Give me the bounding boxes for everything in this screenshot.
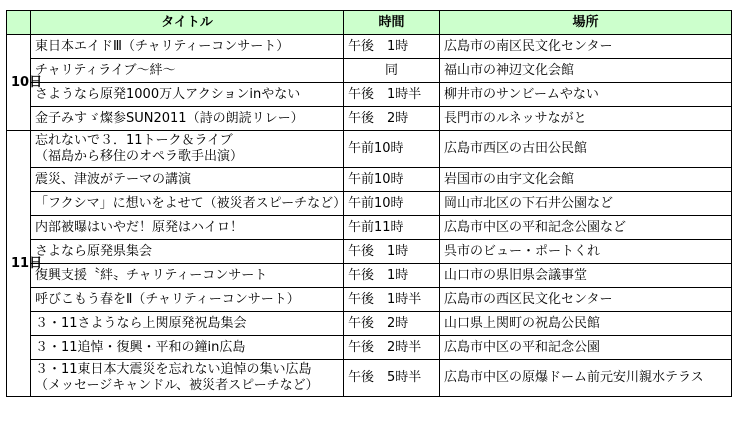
- table-row: [7, 360, 732, 397]
- event-time: 午後 2時: [344, 107, 440, 131]
- table-row: [7, 336, 732, 360]
- event-place: 広島市中区の平和記念公園など: [440, 216, 732, 240]
- event-time: 午後 5時半: [344, 360, 440, 397]
- event-title-line2: （福島から移住のオペラ歌手出演）: [35, 149, 244, 164]
- event-title: ３・11追悼・復興・平和の鐘in広島: [31, 336, 344, 360]
- event-time: 午後 1時: [344, 35, 440, 59]
- event-title: 金子みすゞ燦参SUN2011（詩の朗読リレー）: [31, 107, 344, 131]
- event-title: [31, 360, 344, 397]
- event-time: 午前10時: [344, 168, 440, 192]
- event-title-line2: （メッセージキャンドル、被災者スピーチなど）: [35, 378, 319, 393]
- header-time: 時間: [344, 11, 440, 35]
- header-title: タイトル: [31, 11, 344, 35]
- event-time: 午後 1時: [344, 264, 440, 288]
- event-place: 広島市の西区民文化センター: [440, 288, 732, 312]
- table-row: [7, 240, 732, 264]
- day-label-10: 10日: [7, 35, 31, 131]
- event-title: 内部被曝はいやだ！原発はハイロ！: [31, 216, 344, 240]
- event-time: 午後 1時半: [344, 288, 440, 312]
- event-time: 午後 1時: [344, 240, 440, 264]
- event-time: 同: [344, 59, 440, 83]
- event-place: 広島市の南区民文化センター: [440, 35, 732, 59]
- event-title: さよなら原発県集会: [31, 240, 344, 264]
- event-title: ３・11さようなら上関原発祝島集会: [31, 312, 344, 336]
- event-place: 山口市の県旧県会議事堂: [440, 264, 732, 288]
- event-time: 午前10時: [344, 131, 440, 168]
- header-row: [7, 11, 732, 35]
- header-corner: [7, 11, 31, 35]
- table-row: [7, 59, 732, 83]
- event-title: 「フクシマ」に想いをよせて（被災者スピーチなど）: [31, 192, 344, 216]
- event-title: 震災、津波がテーマの講演: [31, 168, 344, 192]
- table-row: [7, 216, 732, 240]
- table-row: [7, 83, 732, 107]
- day-label-11: 11日: [7, 131, 31, 397]
- event-place: 広島市西区の古田公民館: [440, 131, 732, 168]
- event-title: チャリティライブ～絆～: [31, 59, 344, 83]
- event-time: 午前11時: [344, 216, 440, 240]
- event-place: 長門市のルネッサながと: [440, 107, 732, 131]
- table-row: [7, 168, 732, 192]
- event-title: 東日本エイドⅢ（チャリティーコンサート）: [31, 35, 344, 59]
- table-row: [7, 288, 732, 312]
- table-row: [7, 131, 732, 168]
- event-title: 復興支援〝絆〟チャリティーコンサート: [31, 264, 344, 288]
- table-row: [7, 35, 732, 59]
- event-time: 午後 1時半: [344, 83, 440, 107]
- event-place: 岡山市北区の下石井公園など: [440, 192, 732, 216]
- event-place: 山口県上関町の祝島公民館: [440, 312, 732, 336]
- event-place: 広島市中区の平和記念公園: [440, 336, 732, 360]
- table-row: [7, 192, 732, 216]
- event-title-line1: ３・11東日本大震災を忘れない追悼の集い広島: [35, 362, 312, 377]
- event-schedule-table: [6, 10, 732, 397]
- table-row: [7, 264, 732, 288]
- event-title-line1: 忘れないで３．11トーク＆ライブ: [35, 133, 233, 148]
- event-title: [31, 131, 344, 168]
- event-title: さようなら原発1000万人アクションinやない: [31, 83, 344, 107]
- event-place: 呉市のビュー・ポートくれ: [440, 240, 732, 264]
- event-title: 呼びこもう春をⅡ（チャリティーコンサート）: [31, 288, 344, 312]
- event-place: 岩国市の由宇文化会館: [440, 168, 732, 192]
- event-time: 午後 2時半: [344, 336, 440, 360]
- event-time: 午前10時: [344, 192, 440, 216]
- event-place: 広島市中区の原爆ドーム前元安川親水テラス: [440, 360, 732, 397]
- event-time: 午後 2時: [344, 312, 440, 336]
- event-place: 柳井市のサンビームやない: [440, 83, 732, 107]
- header-place: 場所: [440, 11, 732, 35]
- table-row: [7, 312, 732, 336]
- event-place: 福山市の神辺文化会館: [440, 59, 732, 83]
- table-row: [7, 107, 732, 131]
